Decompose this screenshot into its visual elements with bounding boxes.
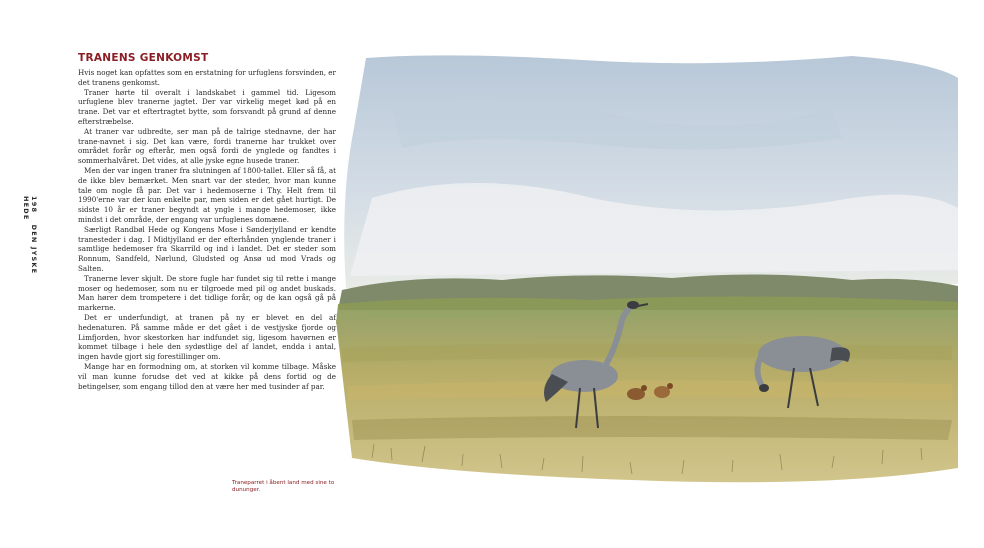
paragraph: At traner var udbredte, ser man på de talrige stednavne, der har trane-navnet i sig. Det kan være, fordi tranerne har trukket over området forår og efterår, men også fordi de ynglede og fandtes i sommerhalvåret. Det vides, at alle jyske egne husede traner. bbox=[78, 126, 336, 166]
paragraph: Tranerne lever skjult. De store fugle har fundet sig til rette i mange moser og hedemoser, som nu er tilgroede med pil og andet buskads. Man hører dem trompetere i det tidlige forår, og de kan også gå på markerne. bbox=[78, 273, 336, 313]
paragraph: Men der var ingen traner fra slutningen af 1800-tallet. Eller så få, at de ikke blev bemærket. Men snart var der steder, hvor man kunne tale om nogle få par. Det var i hedemoserne i Thy. Helt frem til 1990'erne var der kun enkelte par, men siden er det gået hurtigt. De sidste 10 år er traner begyndt at yngle i mange hedemoser, ikke mindst i det område, der engang var urfuglenes domæne. bbox=[78, 165, 336, 224]
watercolor-painting bbox=[332, 48, 960, 496]
figure-caption: Traneparret i åbent land med sine to dununger. bbox=[232, 480, 335, 494]
paragraph: Det er underfundigt, at tranen på ny er blevet en del af hedenaturen. På samme måde er det gået i de vestjyske fjorde og Limfjorden, hvor skestorken har indfundet sig, ligesom havørnen er kommet tilbage i hele den sydøstlige del af landet, endda i antal, ingen havde gjort sig forestillinger om. bbox=[78, 312, 336, 362]
paragraph: Hvis noget kan opfattes som en erstatning for urfuglens forsvinden, er det tranens genkomst. bbox=[78, 68, 336, 87]
running-head-title: DEN JYSKE HEDE bbox=[22, 196, 38, 275]
heath-ground bbox=[336, 316, 958, 482]
chapter-title: TRANENS GENKOMST bbox=[78, 52, 209, 64]
crane-watercolor-illustration bbox=[332, 48, 960, 496]
paragraph: Særligt Randbøl Hede og Kongens Mose i Sønderjylland er kendte tranesteder i dag. I Midtjylland er der efterhånden ynglende traner i samtlige hedemoser fra Skarrild og ind i landet. Det er steder som Ronnum, Sandfeld, Nørlund, Gludsted og Ansø ud mod Vrads og Salten. bbox=[78, 224, 336, 273]
text-column bbox=[78, 52, 336, 391]
page-number: 198 bbox=[30, 196, 38, 214]
paragraph: Traner hørte til overalt i landskabet i gammel tid. Ligesom urfuglene blev tranerne jagtet. Der var virkelig meget kød på en trane. Det var et eftertragtet bytte, som forsvandt på grund af denne efterstræbelse. bbox=[78, 87, 336, 126]
body-text bbox=[78, 68, 336, 391]
paragraph: Mange har en formodning om, at storken vil komme tilbage. Måske vil man kunne forudse det ved at kikke på dens fortid og de betingelser, som engang tillod den at være her med tusinder af par. bbox=[78, 361, 336, 391]
grass-band bbox=[352, 416, 952, 440]
running-head bbox=[22, 196, 38, 288]
